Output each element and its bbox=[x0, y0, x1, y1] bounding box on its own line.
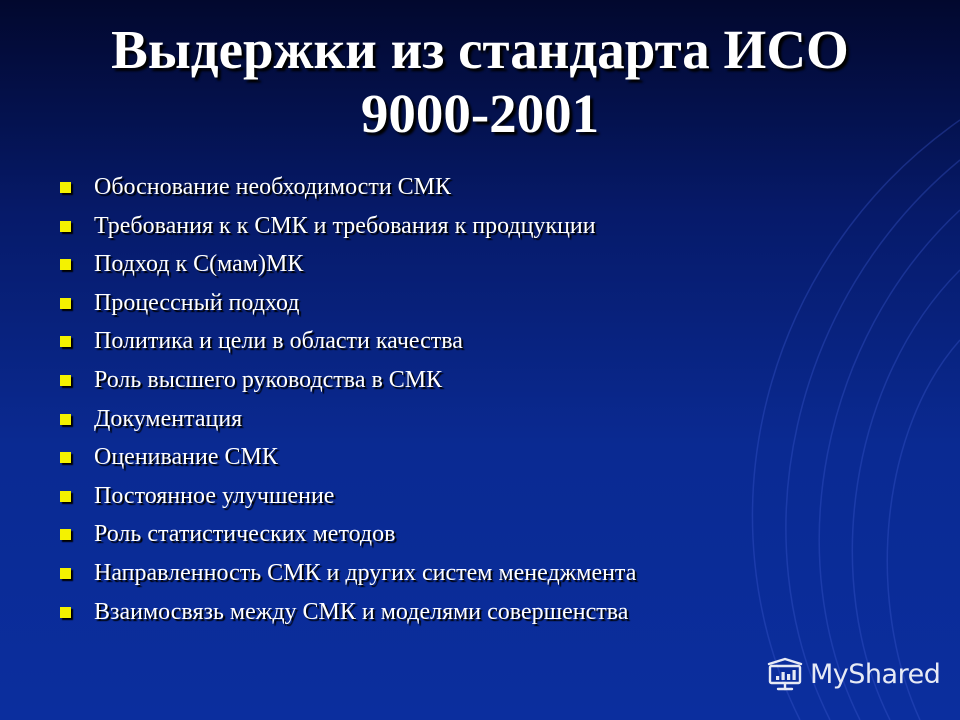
bullet-text: Роль высшего руководства в СМК bbox=[94, 366, 443, 393]
square-bullet-icon bbox=[60, 607, 71, 618]
square-bullet-icon bbox=[60, 336, 71, 347]
bullet-text: Направленность СМК и других систем менеджмента bbox=[94, 559, 637, 586]
square-bullet-icon bbox=[60, 529, 71, 540]
square-bullet-icon bbox=[60, 259, 71, 270]
bullet-item bbox=[60, 593, 636, 632]
bullet-item bbox=[60, 207, 636, 246]
bullet-text: Требования к к СМК и требования к продцукции bbox=[94, 212, 596, 239]
bullet-text: Оценивание СМК bbox=[94, 444, 278, 471]
bullet-text: Взаимосвязь между СМК и моделями совершенства bbox=[94, 598, 629, 625]
bullet-item bbox=[60, 400, 636, 439]
bullet-item bbox=[60, 322, 636, 361]
bullet-text: Роль статистических методов bbox=[94, 521, 396, 548]
slide-title bbox=[40, 18, 920, 146]
square-bullet-icon bbox=[60, 221, 71, 232]
bullet-item bbox=[60, 245, 636, 284]
slide-title-line-2: 9000-2001 bbox=[360, 83, 600, 144]
slide-title-line-1: Выдержки из стандарта ИСО bbox=[111, 19, 849, 80]
bullet-text: Документация bbox=[94, 405, 243, 432]
square-bullet-icon bbox=[60, 182, 71, 193]
bullet-text: Подход к С(мам)МК bbox=[94, 251, 304, 278]
bullet-item bbox=[60, 554, 636, 593]
bullet-item bbox=[60, 284, 636, 323]
square-bullet-icon bbox=[60, 452, 71, 463]
bullet-item bbox=[60, 361, 636, 400]
square-bullet-icon bbox=[60, 414, 71, 425]
bullet-item bbox=[60, 515, 636, 554]
square-bullet-icon bbox=[60, 375, 71, 386]
square-bullet-icon bbox=[60, 568, 71, 579]
watermark-logo bbox=[766, 654, 940, 694]
bullet-item bbox=[60, 477, 636, 516]
watermark-text: MyShared bbox=[810, 658, 941, 690]
square-bullet-icon bbox=[60, 491, 71, 502]
presentation-board-icon bbox=[766, 657, 804, 691]
bullet-list bbox=[60, 168, 636, 631]
bullet-item bbox=[60, 168, 636, 207]
bullet-text: Постоянное улучшение bbox=[94, 482, 335, 509]
bullet-text: Политика и цели в области качества bbox=[94, 328, 463, 355]
square-bullet-icon bbox=[60, 298, 71, 309]
bullet-item bbox=[60, 438, 636, 477]
bullet-text: Обоснование необходимости СМК bbox=[94, 174, 452, 200]
bullet-text: Процессный подход bbox=[94, 289, 300, 316]
